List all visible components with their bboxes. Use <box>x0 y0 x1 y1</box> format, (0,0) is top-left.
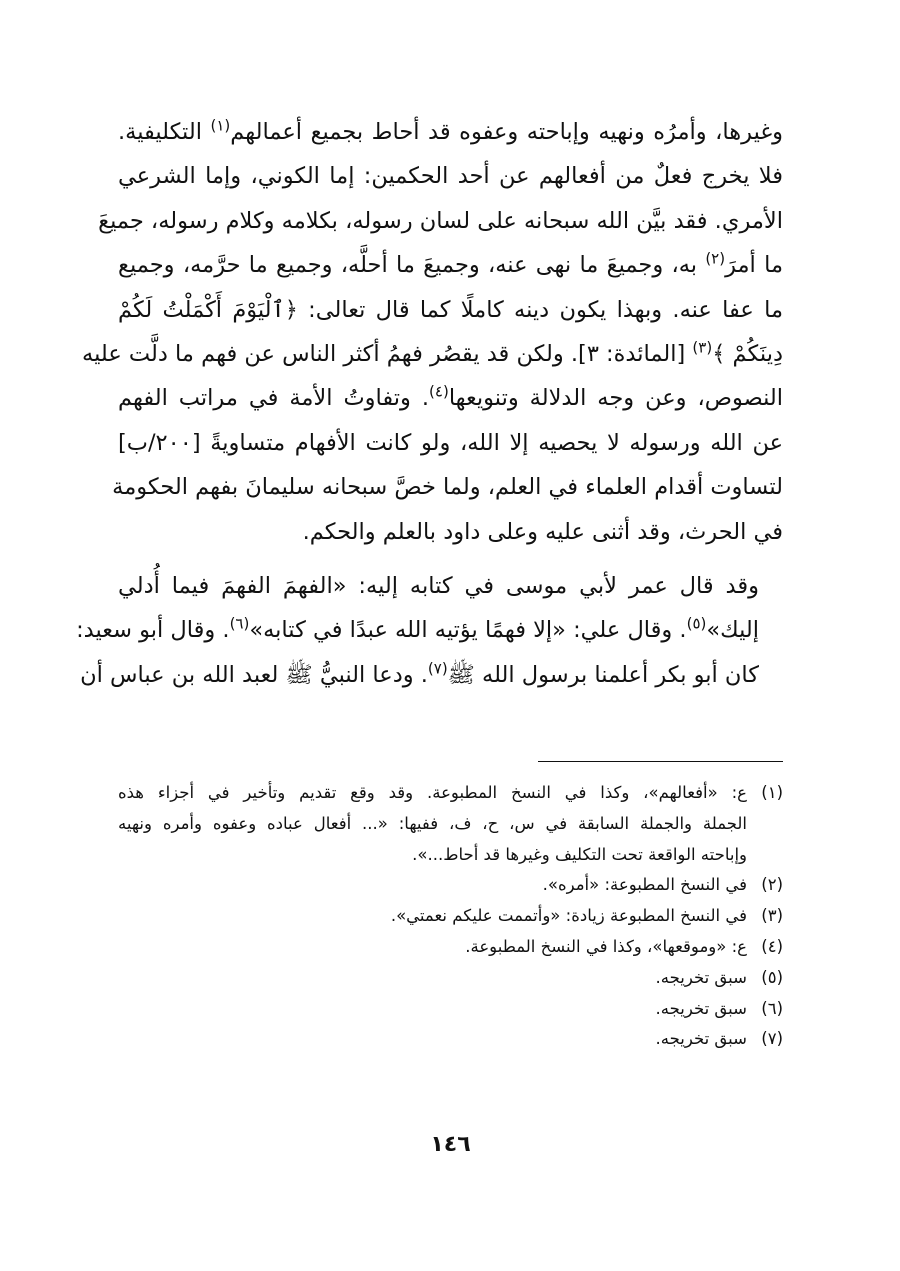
footnote-number: (٥) <box>761 967 783 987</box>
footnote-number: (٢) <box>761 875 783 895</box>
main-text <box>76 110 783 697</box>
footnotes <box>118 778 783 1055</box>
footnote-1 <box>118 778 783 870</box>
footnote-marker[interactable]: (٤) <box>429 382 449 401</box>
footnote-7 <box>118 1024 783 1055</box>
text-line: في الحرث، وقد أثنى عليه وعلى داود بالعلم والحكم. <box>302 518 783 545</box>
footnote-text: سبق تخريجه. <box>655 998 747 1018</box>
text-line: الأمري. فقد بيَّن الله سبحانه على لسان رسوله، بكلامه وكلام رسوله، جميعَ <box>98 207 783 234</box>
footnote-number: (٦) <box>761 998 783 1018</box>
text-line: إليك»$^{(٥)}$. وقال علي: «إلا فهمًا يؤتيه الله عبدًا في كتابه»$^{(٦)}$. وقال أبو سعيد: <box>76 614 759 644</box>
footnote-text: في النسخ المطبوعة زيادة: «وأتممت عليكم نعمتي». <box>390 906 747 926</box>
text-line: عن الله ورسوله لا يحصيه إلا الله، ولو كانت الأفهام متساويةً [٢٠٠/ب] <box>118 429 783 456</box>
footnote-marker[interactable]: (١) <box>210 116 231 135</box>
book-page <box>76 110 783 1250</box>
footnote-text: ع: «وموقعها»، وكذا في النسخ المطبوعة. <box>465 936 747 956</box>
text-line: وقد قال عمر لأبي موسى في كتابه إليه: «الفهمَ الفهمَ فيما أُدلي <box>118 573 759 600</box>
paragraph-1 <box>82 110 783 554</box>
footnote-number: (٣) <box>761 906 783 926</box>
text-line: النصوص، وعن وجه الدلالة وتنويعها$^{(٤)}$. وتفاوتُ الأمة في مراتب الفهم <box>118 382 783 412</box>
footnote-text: في النسخ المطبوعة: «أمره». <box>542 875 747 895</box>
paragraph-2 <box>76 564 783 697</box>
footnote-5 <box>118 963 783 994</box>
footnote-line: الجملة والجملة السابقة في س، ح، ف، ففيها: «... أفعال عباده وعفوه وأمره ونهيه <box>118 813 747 833</box>
footnote-marker[interactable]: (٣) <box>692 338 713 357</box>
text-line: فلا يخرج فعلٌ من أفعالهم عن أحد الحكمين: إما الكوني، وإما الشرعي <box>118 163 783 190</box>
footnote-3 <box>118 901 783 932</box>
footnote-marker[interactable]: (٧) <box>427 659 448 678</box>
footnote-6 <box>118 994 783 1025</box>
footnote-2 <box>118 870 783 901</box>
text-line: ما عفا عنه. وبهذا يكون دينه كاملًا كما قال تعالى: ﴿ٱلْيَوْمَ أَكْمَلْتُ لَكُمْ <box>118 296 783 323</box>
footnote-4 <box>118 932 783 963</box>
footnote-text: سبق تخريجه. <box>655 967 747 987</box>
text-line: دِينَكُمْ ﴾$^{(٣)}$ [المائدة: ٣]. ولكن قد يقصُر فهمُ أكثر الناس عن فهم ما دلَّت عليه <box>82 338 783 368</box>
footnote-text <box>118 778 747 870</box>
footnote-marker[interactable]: (٦) <box>229 614 250 633</box>
footnote-text: سبق تخريجه. <box>655 1029 747 1049</box>
text-line: لتساوت أقدام العلماء في العلم، ولما خصَّ سبحانه سليمانَ بفهم الحكومة <box>112 474 783 501</box>
text-line: كان أبو بكر أعلمنا برسول الله ﷺ$^{(٧)}$. ودعا النبيُّ ﷺ لعبد الله بن عباس أن <box>80 659 759 688</box>
footnote-line: ع: «أفعالهم»، وكذا في النسخ المطبوعة. وقد وقع تقديم وتأخير في أجزاء هذه <box>118 783 747 802</box>
footnote-marker[interactable]: (٢) <box>705 249 726 268</box>
footnote-line: وإباحته الواقعة تحت التكليف وغيرها قد أحاط...». <box>412 844 747 864</box>
footnote-number: (١) <box>761 783 783 802</box>
footnote-number: (٤) <box>761 936 783 956</box>
page-number: ١٤٦ <box>430 1132 471 1157</box>
footnote-marker[interactable]: (٥) <box>686 614 707 633</box>
text-line: ما أمرَ$^{(٢)}$ به، وجميعَ ما نهى عنه، وجميعَ ما أحلَّه، وجميع ما حرَّمه، وجميع <box>118 249 783 279</box>
text-line: وغيرها، وأمرُه ونهيه وإباحته وعفوه قد أحاط بجميع أعمالهم$^{(١)}$ التكليفية. <box>118 116 783 145</box>
footnote-number: (٧) <box>761 1029 783 1049</box>
footnote-separator <box>538 761 783 762</box>
